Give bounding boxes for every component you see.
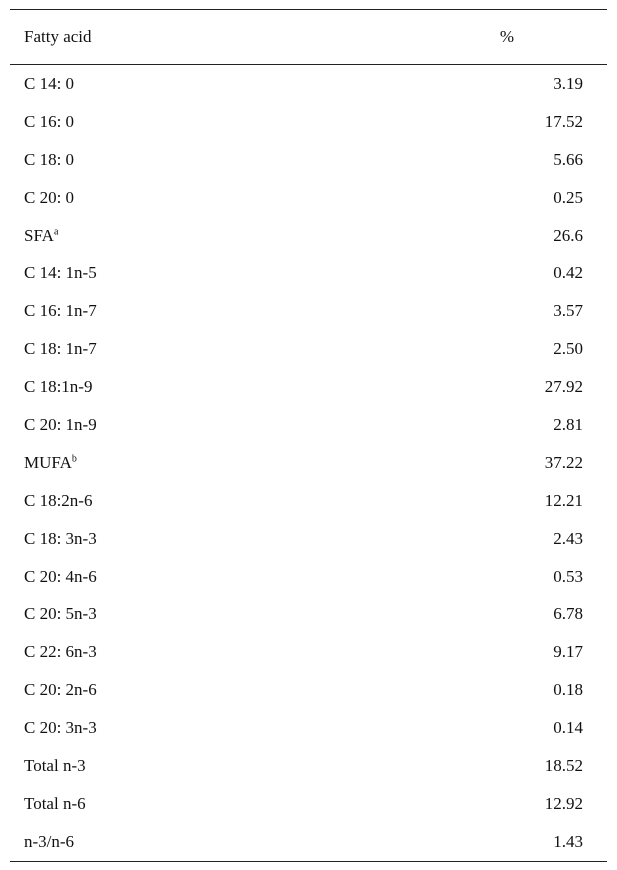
percent-value: 3.57 — [553, 301, 583, 321]
table-row — [10, 671, 607, 709]
fatty-acid-name-cell — [10, 633, 157, 671]
header-row — [10, 10, 607, 65]
fatty-acid-name-cell — [10, 292, 157, 330]
percent-value: 1.43 — [553, 831, 583, 851]
fatty-acid-name-cell — [10, 254, 157, 292]
fatty-acid-name: MUFA — [24, 452, 72, 472]
table-row — [10, 179, 607, 217]
fatty-acid-name: C 20: 1n-9 — [24, 414, 97, 434]
percent-value: 3.19 — [553, 73, 583, 93]
table-row — [10, 103, 607, 141]
fatty-acid-name: C 18:1n-9 — [24, 377, 93, 397]
fatty-acid-name-cell — [10, 406, 157, 444]
table-row — [10, 141, 607, 179]
fatty-acid-table-container — [10, 9, 607, 862]
table-row — [10, 65, 607, 103]
fatty-acid-name: C 18: 1n-7 — [24, 339, 97, 359]
fatty-acid-name-cell — [10, 482, 157, 520]
percent-value: 2.81 — [553, 414, 583, 434]
fatty-acid-name: n-3/n-6 — [24, 831, 75, 851]
fatty-acid-name: C 18: 0 — [24, 149, 75, 169]
percent-value: 2.50 — [553, 339, 583, 359]
table-row — [10, 747, 607, 785]
table-row — [10, 709, 607, 747]
percent-value: 2.43 — [553, 528, 583, 548]
percent-value: 27.92 — [544, 377, 583, 397]
fatty-acid-name: C 18: 3n-3 — [24, 528, 97, 548]
table-row — [10, 444, 607, 482]
fatty-acid-name-cell — [10, 103, 157, 141]
percent-value: 0.25 — [553, 187, 583, 207]
percent-value: 5.66 — [553, 149, 583, 169]
percent-value: 0.14 — [553, 718, 583, 738]
fatty-acid-name: C 20: 0 — [24, 187, 75, 207]
table-row — [10, 217, 607, 255]
fatty-acid-name: C 20: 3n-3 — [24, 718, 97, 738]
fatty-acid-name: Total n-6 — [24, 793, 86, 813]
fatty-acid-name: C 20: 4n-6 — [24, 566, 97, 586]
percent-value: 12.21 — [544, 490, 583, 510]
table-row — [10, 368, 607, 406]
table-body — [10, 65, 607, 862]
footnote-marker: b — [71, 453, 77, 465]
percent-value: 18.52 — [544, 755, 583, 775]
fatty-acid-name-cell — [10, 823, 157, 861]
fatty-acid-name: C 16: 0 — [24, 111, 75, 131]
percent-value: 37.22 — [544, 452, 583, 472]
fatty-acid-name: SFA — [24, 225, 54, 245]
percent-value: 0.18 — [553, 680, 583, 700]
fatty-acid-name-cell — [10, 179, 157, 217]
table-header — [10, 10, 607, 65]
fatty-acid-name-cell — [10, 785, 157, 823]
percent-value: 9.17 — [553, 642, 583, 662]
fatty-acid-name-cell — [10, 444, 157, 482]
table-row — [10, 406, 607, 444]
fatty-acid-name: C 16: 1n-7 — [24, 301, 97, 321]
fatty-acid-name-cell — [10, 65, 157, 103]
fatty-acid-name-cell — [10, 141, 157, 179]
fatty-acid-name-cell — [10, 520, 157, 558]
fatty-acid-name-cell — [10, 330, 157, 368]
fatty-acid-name: C 20: 2n-6 — [24, 680, 97, 700]
header-percent: % — [499, 27, 515, 46]
fatty-acid-name-cell — [10, 368, 157, 406]
fatty-acid-name: C 22: 6n-3 — [24, 642, 97, 662]
fatty-acid-name: Total n-3 — [24, 755, 86, 775]
percent-value: 17.52 — [544, 111, 583, 131]
percent-value: 12.92 — [544, 793, 583, 813]
percent-value: 6.78 — [553, 604, 583, 624]
fatty-acid-table — [10, 9, 607, 862]
table-row — [10, 292, 607, 330]
fatty-acid-name-cell — [10, 671, 157, 709]
table-row — [10, 482, 607, 520]
table-row — [10, 558, 607, 596]
fatty-acid-name-cell — [10, 558, 157, 596]
fatty-acid-name: C 18:2n-6 — [24, 490, 93, 510]
footnote-marker: a — [53, 225, 59, 237]
fatty-acid-name-cell — [10, 709, 157, 747]
percent-value: 0.42 — [553, 263, 583, 283]
header-fatty-acid: Fatty acid — [24, 27, 92, 46]
table-row — [10, 520, 607, 558]
table-row — [10, 785, 607, 823]
fatty-acid-name: C 14: 0 — [24, 73, 75, 93]
table-row — [10, 595, 607, 633]
percent-value: 26.6 — [553, 225, 583, 245]
table-row — [10, 330, 607, 368]
fatty-acid-name: C 14: 1n-5 — [24, 263, 97, 283]
table-row — [10, 254, 607, 292]
percent-value: 0.53 — [553, 566, 583, 586]
fatty-acid-name-cell — [10, 747, 157, 785]
table-row — [10, 633, 607, 671]
table-row — [10, 823, 607, 861]
fatty-acid-name-cell — [10, 595, 157, 633]
fatty-acid-name: C 20: 5n-3 — [24, 604, 97, 624]
fatty-acid-name-cell — [10, 217, 157, 255]
